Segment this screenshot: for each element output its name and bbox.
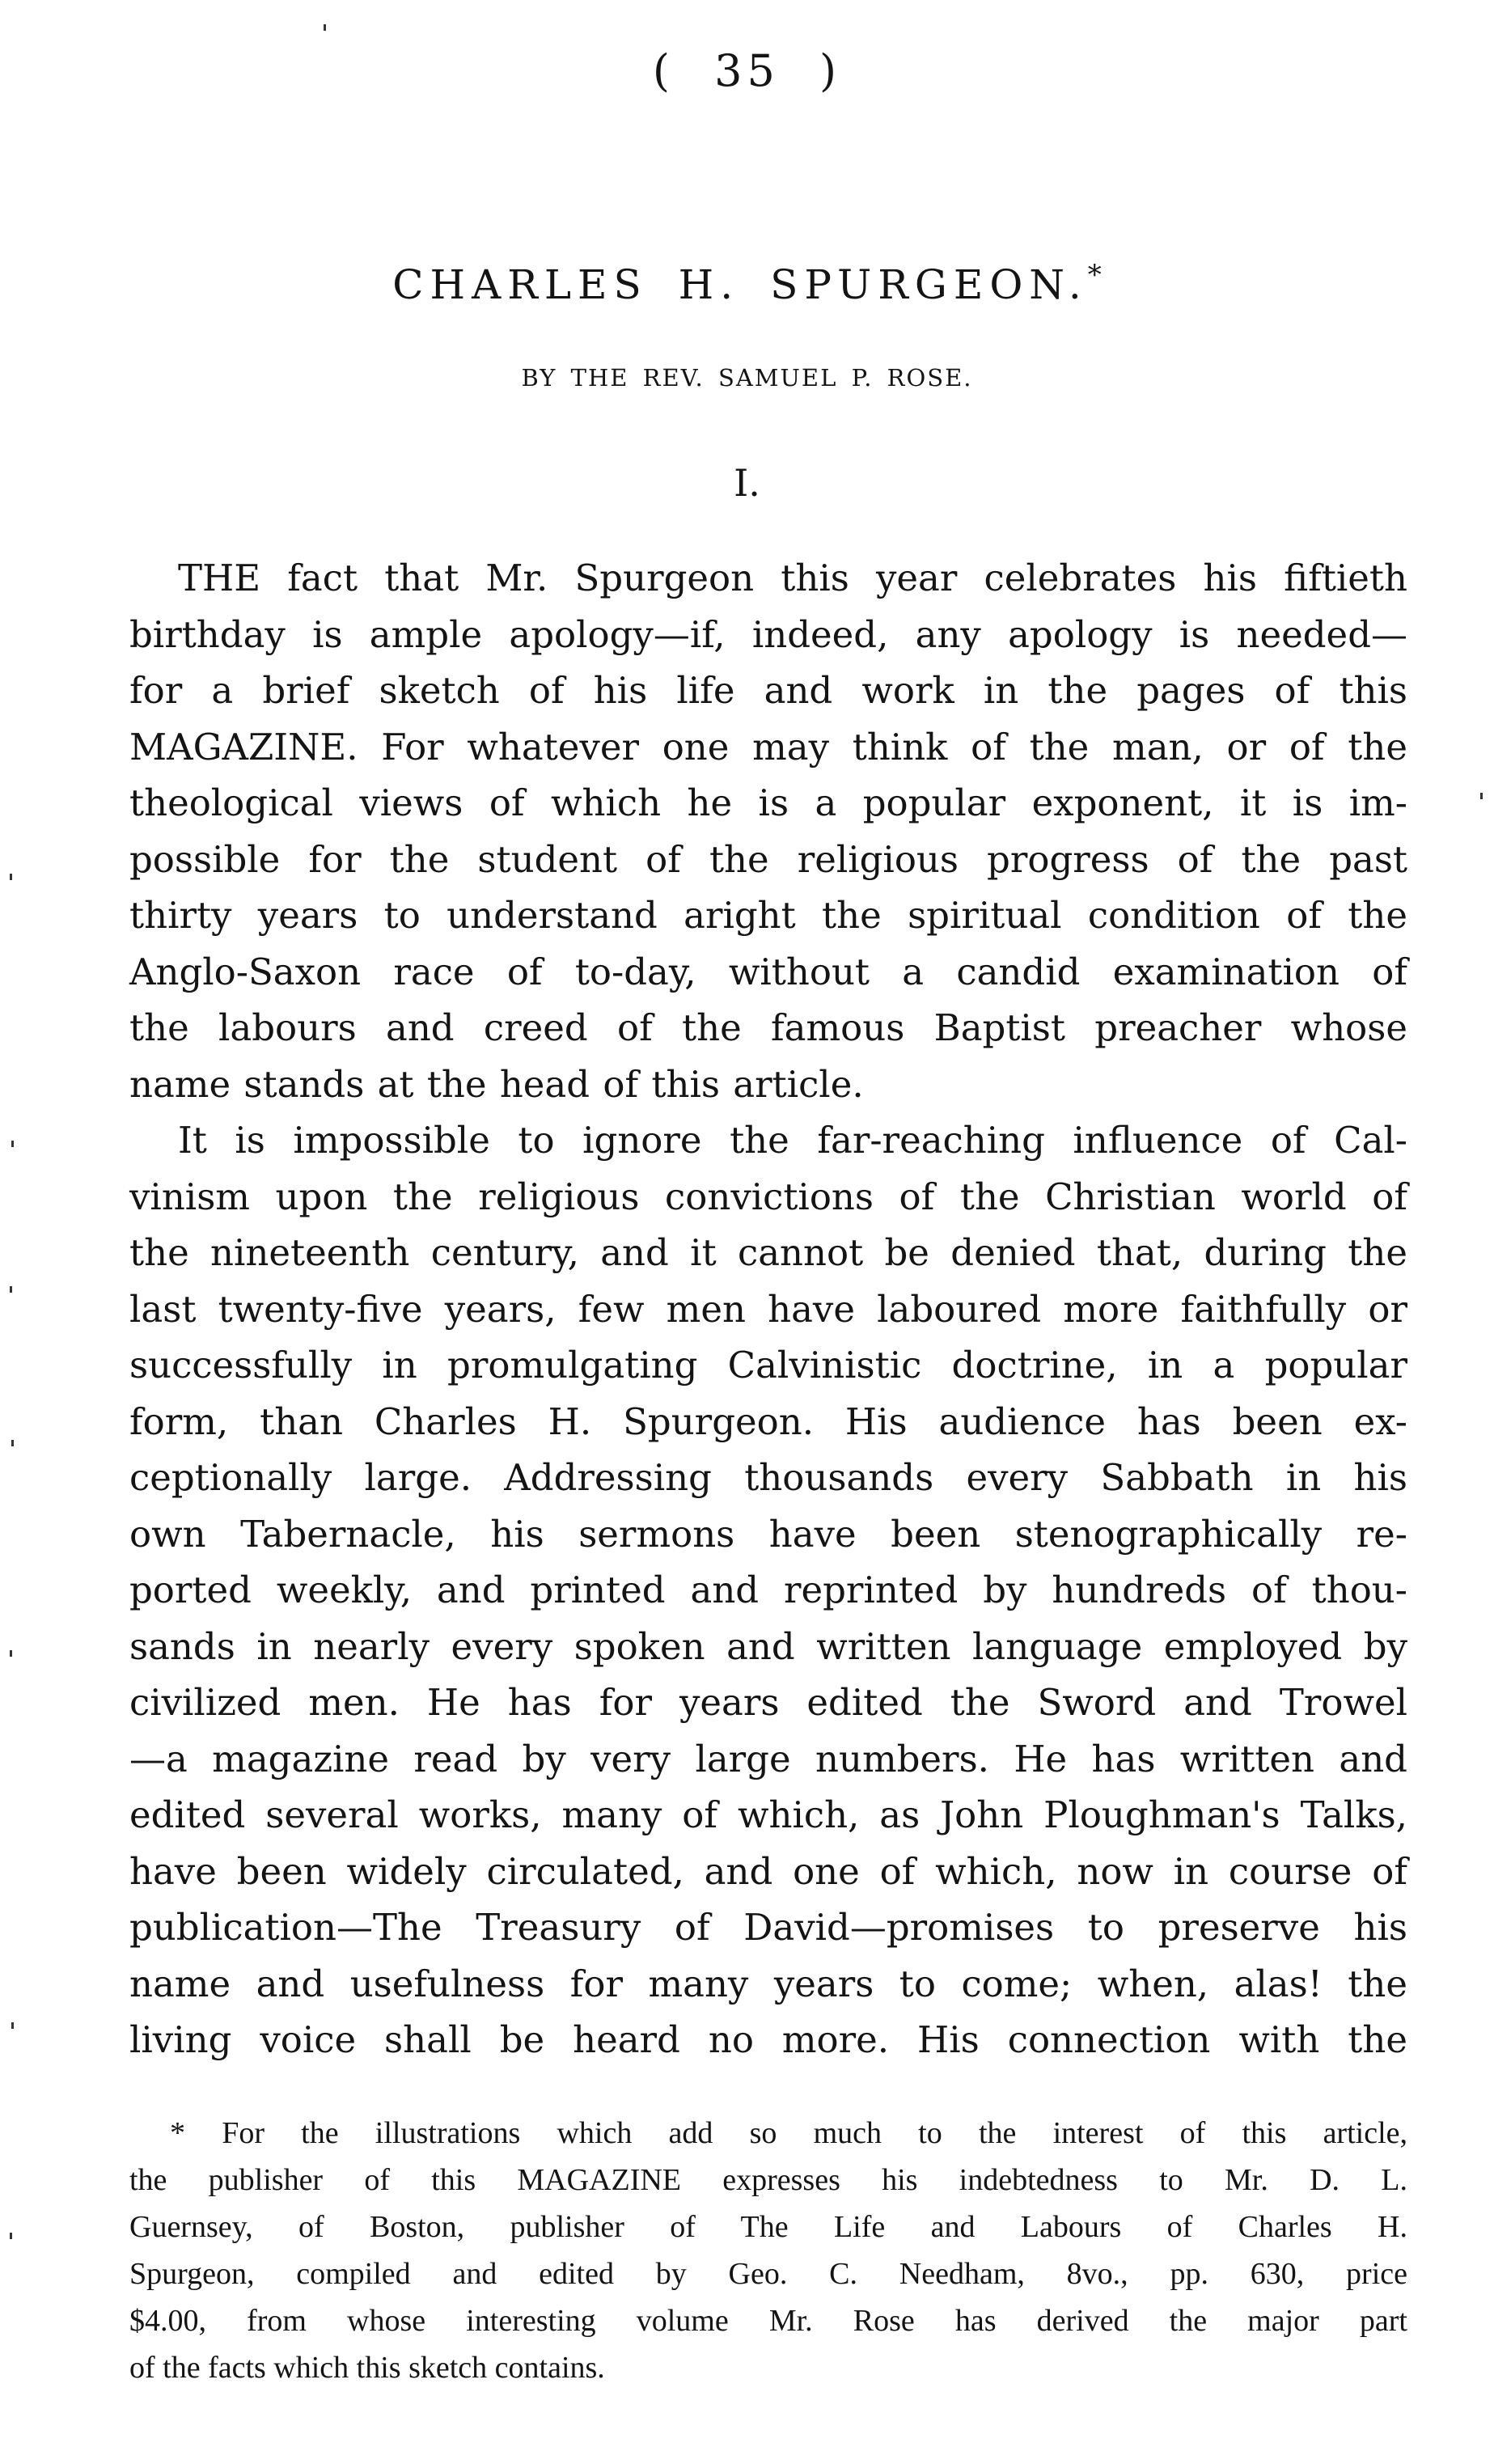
text-line: edited several works, many of which, as John Ploughman's Talks, — [129, 1793, 1407, 1836]
scan-speck — [1480, 793, 1483, 799]
title-footnote-marker: * — [1087, 259, 1102, 291]
text-line: ceptionally large. Addressing thousands every Sabbath in his — [129, 1456, 1407, 1499]
article-body — [129, 550, 1407, 2068]
article-title-text: CHARLES H. SPURGEON. — [392, 261, 1088, 308]
article-byline: BY THE REV. SAMUEL P. ROSE. — [521, 364, 973, 392]
footnote-line: Spurgeon, compiled and edited by Geo. C. Needham, 8vo., pp. 630, price — [129, 2257, 1407, 2291]
footnote-line: the publisher of this MAGAZINE expresses his indebtedness to Mr. D. L. — [129, 2163, 1407, 2197]
scan-speck — [10, 1650, 12, 1657]
text-line: publication—The Treasury of David—promises to preserve his — [129, 1906, 1407, 1949]
text-line: name and usefulness for many years to come; when, alas! the — [129, 1962, 1407, 2005]
footnote-line: Guernsey, of Boston, publisher of The Life and Labours of Charles H. — [129, 2210, 1407, 2244]
footnote-line: $4.00, from whose interesting volume Mr. Rose has derived the major part — [129, 2304, 1407, 2338]
text-line: vinism upon the religious convictions of the Christian world of — [129, 1175, 1407, 1218]
scan-speck — [10, 2233, 12, 2239]
text-line: birthday is ample apology—if, indeed, any apology is needed— — [129, 612, 1407, 656]
scan-speck — [324, 24, 326, 31]
text-line: last twenty-five years, few men have laboured more faithfully or — [129, 1287, 1407, 1331]
text-line: possible for the student of the religious progress of the past — [129, 837, 1407, 881]
text-line: own Tabernacle, his sermons have been stenographically re- — [129, 1512, 1407, 1556]
footnote-line: of the facts which this sketch contains. — [129, 2351, 605, 2385]
text-line: ported weekly, and printed and reprinted by hundreds of thou- — [129, 1569, 1407, 1611]
text-line: THE fact that Mr. Spurgeon this year celebrates his fiftieth — [178, 557, 1407, 599]
text-line: Anglo-Saxon race of to-day, without a candid examination of — [129, 950, 1407, 993]
section-number: I. — [734, 461, 760, 505]
text-line: for a brief sketch of his life and work in the pages of this — [129, 669, 1407, 712]
text-line: It is impossible to ignore the far-reaching influence of Cal- — [178, 1119, 1407, 1162]
text-line: form, than Charles H. Spurgeon. His audience has been ex- — [129, 1399, 1407, 1443]
text-line: MAGAZINE. For whatever one may think of the man, or of the — [129, 725, 1407, 768]
footnote — [129, 2110, 1407, 2391]
text-line: theological views of which he is a popular exponent, it is im- — [129, 781, 1407, 824]
scan-speck — [11, 1141, 14, 1147]
footnote-line: * For the illustrations which add so much to the interest of this article, — [170, 2116, 1407, 2150]
text-line: the labours and creed of the famous Baptist preacher whose — [129, 1006, 1407, 1049]
text-line: have been widely circulated, and one of which, now in course of — [129, 1849, 1407, 1893]
scan-speck — [11, 1440, 14, 1446]
text-line: successfully in promulgating Calvinistic doctrine, in a popular — [129, 1344, 1407, 1387]
scan-speck — [10, 874, 12, 880]
article-title — [0, 259, 1494, 308]
text-line: living voice shall be heard no more. His connection with the — [129, 2018, 1407, 2061]
page-number: ( 35 ) — [652, 45, 842, 96]
text-line: —a magazine read by very large numbers. He has written and — [129, 1737, 1407, 1780]
text-line: civilized men. He has for years edited the Sword and Trowel — [129, 1681, 1407, 1724]
paragraph-1 — [129, 550, 1407, 1112]
text-line: sands in nearly every spoken and written language employed by — [129, 1624, 1407, 1668]
text-line: the nineteenth century, and it cannot be denied that, during the — [129, 1231, 1407, 1274]
text-line: name stands at the head of this article. — [129, 1062, 864, 1106]
text-line: thirty years to understand aright the spiritual condition of the — [129, 894, 1407, 937]
scan-speck — [11, 2022, 14, 2029]
scan-speck — [10, 1286, 12, 1293]
paragraph-2 — [129, 1112, 1407, 2068]
